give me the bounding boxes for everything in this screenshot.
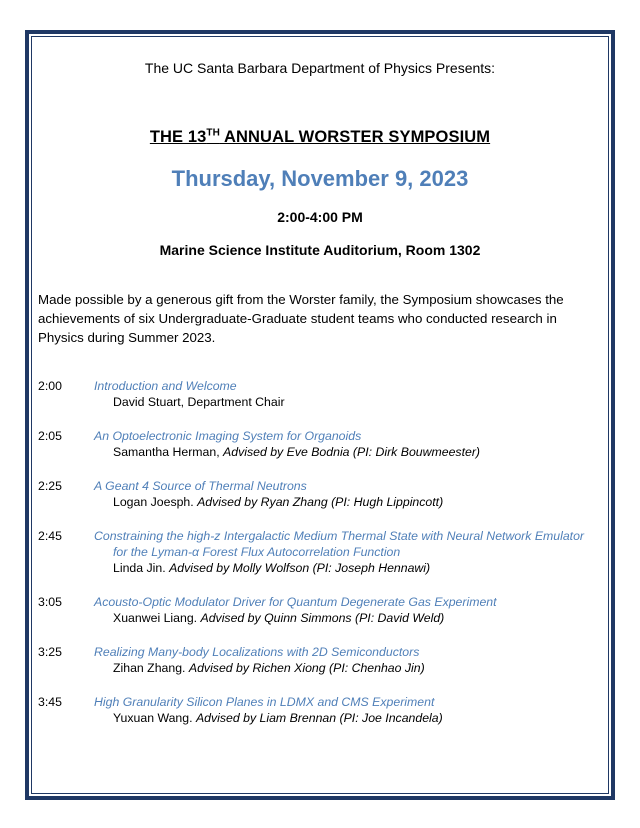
advisor-credit: Advised by Eve Bodnia (PI: Dirk Bouwmeester) — [223, 445, 481, 459]
event-time: 2:00-4:00 PM — [277, 209, 363, 225]
schedule-time: 2:05 — [38, 429, 62, 443]
intro-paragraph: Made possible by a generous gift from the Worster family, the Symposium showcases the achievements of six Undergraduate-Graduate student teams who conducted research in Physics during Summer 2023. — [38, 292, 564, 345]
advisor-credit: Advised by Molly Wolfson (PI: Joseph Hennawi) — [169, 561, 431, 575]
talk-speaker — [113, 394, 285, 410]
talk-title-line: A Geant 4 Source of Thermal Neutrons — [94, 479, 307, 493]
talk-title — [94, 478, 608, 494]
talk-speaker — [113, 494, 443, 510]
talk-title — [94, 644, 608, 660]
speaker-name: Xuanwei Liang. — [113, 611, 201, 625]
symposium-title — [0, 128, 640, 147]
talk-title — [94, 528, 608, 560]
talk-title — [94, 428, 608, 444]
schedule-time: 3:45 — [38, 695, 62, 709]
schedule-time: 3:05 — [38, 595, 62, 609]
talk-speaker — [113, 610, 444, 626]
talk-title — [94, 378, 608, 394]
event-date: Thursday, November 9, 2023 — [171, 166, 469, 191]
title-prefix: THE 13 — [149, 128, 207, 146]
talk-speaker — [113, 560, 430, 576]
talk-title-continuation: for the Lyman-α Forest Flux Autocorrelation Function — [113, 545, 401, 559]
advisor-credit: Advised by Richen Xiong (PI: Chenhao Jin) — [188, 661, 425, 675]
schedule-time: 2:00 — [38, 379, 62, 393]
advisor-credit: Advised by Quinn Simmons (PI: David Weld) — [200, 611, 445, 625]
talk-title-line: Constraining the high-z Intergalactic Medium Thermal State with Neural Network Emulator — [94, 529, 585, 543]
event-venue: Marine Science Institute Auditorium, Room 1302 — [159, 242, 481, 258]
talk-title-line: Acousto-Optic Modulator Driver for Quantum Degenerate Gas Experiment — [94, 595, 497, 609]
talk-speaker — [113, 710, 443, 726]
page-border-inner — [31, 36, 609, 794]
speaker-name: Samantha Herman, — [113, 445, 224, 459]
title-ordinal-suffix: TH — [206, 127, 220, 139]
talk-speaker — [113, 444, 480, 460]
presenter-line: The UC Santa Barbara Department of Physics Presents: — [144, 60, 496, 76]
advisor-credit: Advised by Liam Brennan (PI: Joe Incandela) — [195, 711, 443, 725]
talk-title-line: An Optoelectronic Imaging System for Organoids — [94, 429, 362, 443]
talk-title — [94, 594, 608, 610]
schedule-time: 2:25 — [38, 479, 62, 493]
talk-speaker — [113, 660, 425, 676]
speaker-name: Zihan Zhang. — [113, 661, 189, 675]
talk-title — [94, 694, 608, 710]
speaker-name: David Stuart, Department Chair — [113, 395, 285, 409]
speaker-name: Yuxuan Wang. — [113, 711, 196, 725]
speaker-name: Logan Joesph. — [113, 495, 198, 509]
talk-title-line: Realizing Many-body Localizations with 2D Semiconductors — [94, 645, 420, 659]
speaker-name: Linda Jin. — [113, 561, 170, 575]
advisor-credit: Advised by Ryan Zhang (PI: Hugh Lippincott) — [197, 495, 444, 509]
talk-title-line: Introduction and Welcome — [94, 379, 237, 393]
talk-title-line: High Granularity Silicon Planes in LDMX and CMS Experiment — [94, 695, 435, 709]
schedule-time: 3:25 — [38, 645, 62, 659]
schedule-time: 2:45 — [38, 529, 62, 543]
title-suffix: ANNUAL WORSTER SYMPOSIUM — [219, 128, 491, 146]
